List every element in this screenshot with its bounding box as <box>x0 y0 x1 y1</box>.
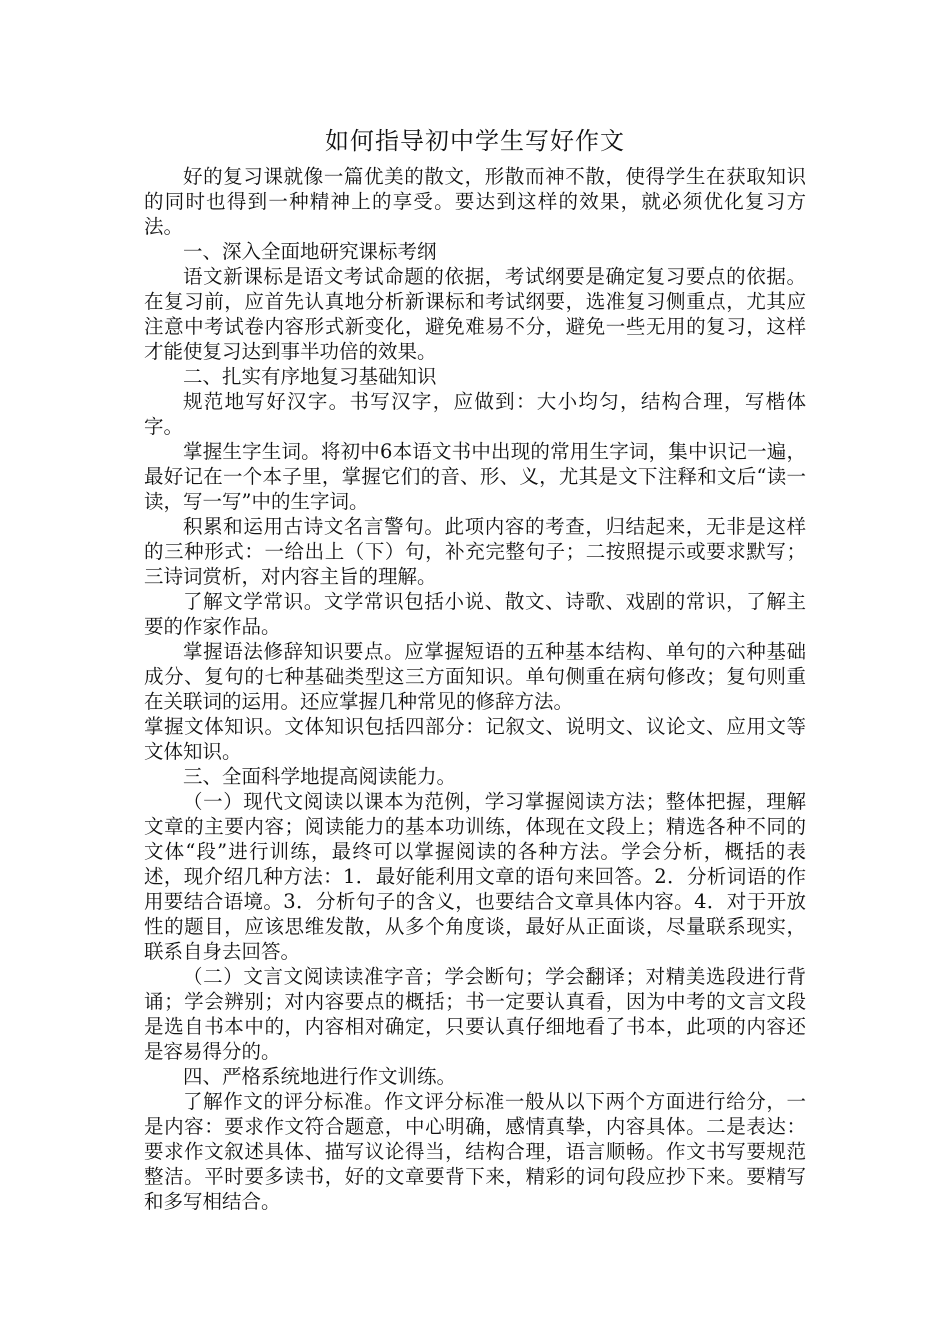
paragraph: 规范地写好汉字。书写汉字，应做到：大小均匀，结构合理，写楷体字。 <box>144 390 806 438</box>
document-body <box>144 164 806 1214</box>
document-page <box>144 126 806 1214</box>
paragraph: 掌握语法修辞知识要点。应掌握短语的五种基本结构、单句的六种基础成分、复句的七种基础类型这三方面知识。单句侧重在病句修改；复句则重在关联词的运用。还应掌握几种常见的修辞方法。 <box>144 640 806 713</box>
section-heading: 三、全面科学地提高阅读能力。 <box>183 765 457 788</box>
paragraph: 了解作文的评分标准。作文评分标准一般从以下两个方面进行给分，一是内容：要求作文符合题意，中心明确，感情真挚，内容具体。二是表达：要求作文叙述具体、描写议论得当，结构合理，语言顺畅。作文书写要规范整洁。平时要多读书，好的文章要背下来，精彩的词句段应抄下来。要精写和多写相结合。 <box>144 1090 806 1213</box>
paragraph: 掌握生字生词。将初中6本语文书中出现的常用生字词，集中识记一遍，最好记在一个本子里，掌握它们的音、形、义，尤其是文下注释和文后“读一读，写一写”中的生字词。 <box>144 440 806 513</box>
paragraph: （一）现代文阅读以课本为范例，学习掌握阅读方法；整体把握，理解文章的主要内容；阅读能力的基本功训练，体现在文段上；精选各种不同的文体“段”进行训练，最终可以掌握阅读的各种方法。学会分析，概括的表述，现介绍几种方法：1．最好能利用文章的语句来回答。2．分析词语的作用要结合语境。3．分析句子的含义，也要结合文章具体内容。4．对于开放性的题目，应该思维发散，从多个角度谈，最好从正面谈，尽量联系现实，联系自身去回答。 <box>144 790 806 963</box>
paragraph: 掌握文体知识。文体知识包括四部分：记叙文、说明文、议论文、应用文等文体知识。 <box>144 715 806 763</box>
section-heading: 四、严格系统地进行作文训练。 <box>183 1065 457 1088</box>
paragraph: 好的复习课就像一篇优美的散文，形散而神不散，使得学生在获取知识的同时也得到一种精神上的享受。要达到这样的效果，就必须优化复习方法。 <box>144 165 806 238</box>
document-title: 如何指导初中学生写好作文 <box>325 127 625 155</box>
paragraph: （二）文言文阅读读准字音；学会断句；学会翻译；对精美选段进行背诵；学会辨别；对内容要点的概括；书一定要认真看，因为中考的文言文段是选自书本中的，内容相对确定，只要认真仔细地看了书本，此项的内容还是容易得分的。 <box>144 965 806 1063</box>
paragraph: 语文新课标是语文考试命题的依据，考试纲要是确定复习要点的依据。在复习前，应首先认真地分析新课标和考试纲要，选准复习侧重点，尤其应注意中考试卷内容形式新变化，避免难易不分，避免一些无用的复习，这样才能使复习达到事半功倍的效果。 <box>144 265 806 363</box>
section-heading: 二、扎实有序地复习基础知识 <box>183 365 437 388</box>
section-heading: 一、深入全面地研究课标考纲 <box>183 240 437 263</box>
paragraph: 积累和运用古诗文名言警句。此项内容的考查，归结起来，无非是这样的三种形式：一给出上（下）句，补充完整句子；二按照提示或要求默写；三诗词赏析，对内容主旨的理解。 <box>144 515 806 588</box>
paragraph: 了解文学常识。文学常识包括小说、散文、诗歌、戏剧的常识，了解主要的作家作品。 <box>144 590 806 638</box>
